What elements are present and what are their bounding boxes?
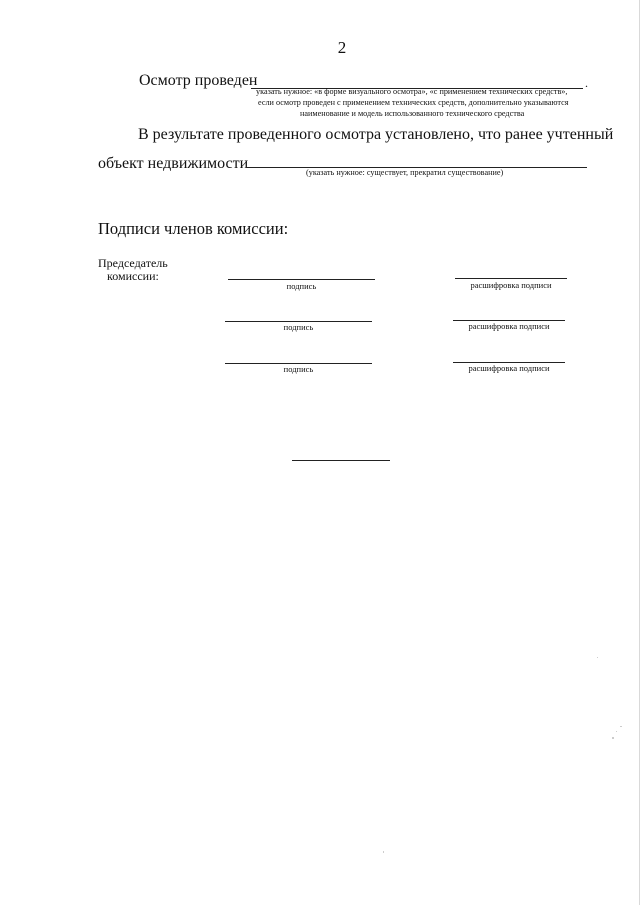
decode-caption: расшифровка подписи <box>470 280 552 290</box>
decode-line <box>455 278 567 279</box>
end-separator-line <box>292 460 390 461</box>
scan-speck <box>383 851 384 853</box>
chair-label-line2: комиссии: <box>107 269 159 283</box>
scan-speck <box>620 726 622 727</box>
scan-speck <box>612 737 614 739</box>
chair-label-line1: Председатель <box>98 256 168 270</box>
inspection-note-line1: указать нужное: «в форме визуального осмотра», «с применением технических средств», <box>256 87 568 96</box>
page-number: 2 <box>337 38 347 57</box>
result-line1: В результате проведенного осмотра установлено, что ранее учтенный <box>138 126 614 143</box>
signature-caption: подпись <box>283 364 314 374</box>
signature-caption: подпись <box>283 322 314 332</box>
inspection-period: . <box>585 76 588 90</box>
inspection-label: Осмотр проведен <box>139 72 258 89</box>
decode-caption: расшифровка подписи <box>468 321 550 331</box>
result-line2-label: объект недвижимости <box>98 155 249 172</box>
scan-speck <box>616 731 617 732</box>
signature-line <box>228 279 375 280</box>
inspection-note-line3: наименование и модель использованного технического средства <box>300 109 525 118</box>
inspection-note-line2: если осмотр проведен с применением технических средств, дополнительно указываются <box>258 98 569 107</box>
signature-caption: подпись <box>286 281 317 291</box>
commission-heading: Подписи членов комиссии: <box>98 219 289 238</box>
decode-caption: расшифровка подписи <box>468 363 550 373</box>
result-note: (указать нужное: существует, прекратил существование) <box>306 168 504 177</box>
scan-speck <box>597 657 598 658</box>
